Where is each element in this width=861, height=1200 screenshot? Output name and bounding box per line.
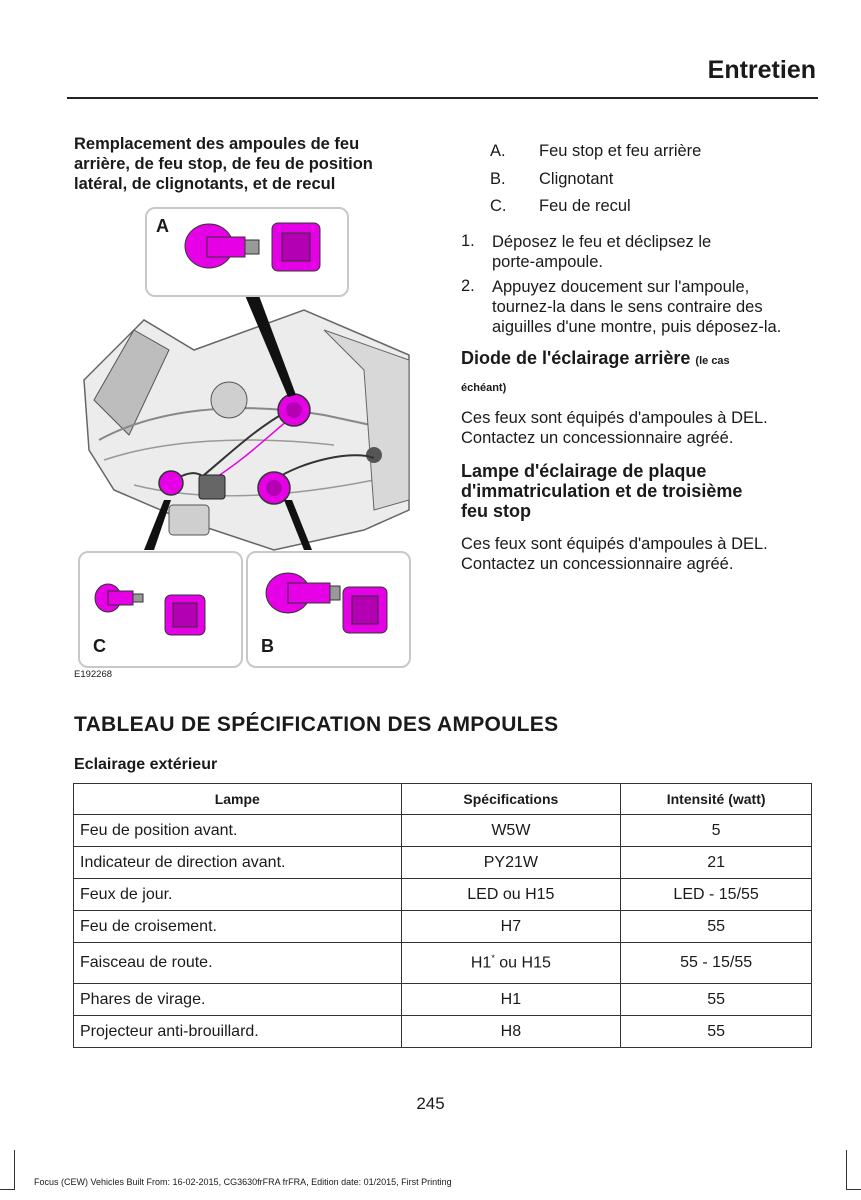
cell-lamp: Phares de virage. bbox=[74, 984, 402, 1016]
page-title: Entretien bbox=[707, 56, 816, 84]
paragraph-line: Contactez un concessionnaire agréé. bbox=[461, 429, 734, 447]
led-heading bbox=[461, 348, 806, 398]
table-row bbox=[74, 879, 812, 911]
led-paragraph bbox=[461, 408, 806, 448]
cell-spec: PY21W bbox=[401, 847, 621, 879]
figure-code: E192268 bbox=[74, 669, 113, 680]
socket-a bbox=[278, 394, 310, 426]
step-text bbox=[492, 232, 822, 272]
step-number: 1. bbox=[461, 232, 475, 250]
crop-mark bbox=[846, 1189, 861, 1190]
column-header-lamp: Lampe bbox=[74, 784, 402, 815]
column-header-spec: Spécifications bbox=[401, 784, 621, 815]
step-line: tournez-la dans le sens contraire des bbox=[492, 298, 763, 316]
plate-heading-line: Lampe d'éclairage de plaque bbox=[461, 461, 707, 481]
cell-spec: W5W bbox=[401, 815, 621, 847]
crop-mark bbox=[14, 1150, 15, 1190]
table-row bbox=[74, 815, 812, 847]
paragraph-line: Ces feux sont équipés d'ampoules à DEL. bbox=[461, 535, 768, 553]
step-number: 2. bbox=[461, 277, 475, 295]
section-heading-line: Remplacement des ampoules de feu bbox=[74, 135, 360, 153]
crop-mark bbox=[0, 1189, 15, 1190]
legend-text-a: Feu stop et feu arrière bbox=[539, 142, 702, 160]
table-row bbox=[74, 943, 812, 984]
table-subtitle: Eclairage extérieur bbox=[74, 756, 218, 773]
cell-lamp: Feu de croisement. bbox=[74, 911, 402, 943]
cell-spec: H1 bbox=[401, 984, 621, 1016]
figure-label-c: C bbox=[93, 636, 106, 656]
figure-label-b: B bbox=[261, 636, 274, 656]
cell-watt: 55 bbox=[621, 911, 812, 943]
table-row bbox=[74, 911, 812, 943]
plate-heading bbox=[461, 461, 806, 521]
tail-lamp-figure bbox=[74, 200, 419, 670]
cell-lamp: Indicateur de direction avant. bbox=[74, 847, 402, 879]
cell-watt: 55 bbox=[621, 1016, 812, 1048]
cell-lamp: Faisceau de route. bbox=[74, 943, 402, 984]
footer-text: Focus (CEW) Vehicles Built From: 16-02-2015, CG3630frFRA frFRA, Edition date: 01/2015, First Printing bbox=[34, 1177, 452, 1187]
figure-label-a: A bbox=[156, 216, 169, 236]
paragraph-line: Contactez un concessionnaire agréé. bbox=[461, 555, 734, 573]
cell-lamp: Feux de jour. bbox=[74, 879, 402, 911]
spec-tail: ou H15 bbox=[494, 954, 551, 972]
step-text bbox=[492, 277, 822, 337]
led-heading-main: Diode de l'éclairage arrière bbox=[461, 348, 691, 368]
cell-watt: 5 bbox=[621, 815, 812, 847]
plate-paragraph bbox=[461, 534, 806, 574]
plate-heading-line: feu stop bbox=[461, 501, 531, 521]
spec-main: H1 bbox=[470, 954, 492, 972]
step-line: Appuyez doucement sur l'ampoule, bbox=[492, 278, 750, 296]
connector bbox=[199, 475, 225, 499]
footnote-marker: * bbox=[491, 953, 495, 964]
legend-text-b: Clignotant bbox=[539, 170, 614, 188]
cell-spec bbox=[401, 943, 621, 984]
bulb-a-illustration bbox=[147, 209, 347, 295]
paragraph-line: Ces feux sont équipés d'ampoules à DEL. bbox=[461, 409, 768, 427]
bulb-spec-table bbox=[73, 783, 812, 1048]
header-divider bbox=[67, 97, 818, 99]
cell-lamp: Projecteur anti-brouillard. bbox=[74, 1016, 402, 1048]
legend-letter-c: C. bbox=[490, 197, 507, 215]
table-title: TABLEAU DE SPÉCIFICATION DES AMPOULES bbox=[74, 713, 559, 736]
step-line: porte-ampoule. bbox=[492, 253, 603, 271]
step-line: aiguilles d'une montre, puis déposez-la. bbox=[492, 318, 782, 336]
section-heading-line: latéral, de clignotants, et de recul bbox=[74, 175, 336, 193]
page-number: 245 bbox=[416, 1094, 445, 1113]
cell-spec: LED ou H15 bbox=[401, 879, 621, 911]
led-heading-note-2: échéant) bbox=[461, 382, 507, 394]
section-heading-line: arrière, de feu stop, de feu de position bbox=[74, 155, 373, 173]
cell-watt: 55 bbox=[621, 984, 812, 1016]
crop-mark bbox=[846, 1150, 847, 1190]
cell-watt: 55 - 15/55 bbox=[621, 943, 812, 984]
socket-c bbox=[159, 471, 183, 495]
socket-b bbox=[258, 472, 290, 504]
column-header-watt: Intensité (watt) bbox=[621, 784, 812, 815]
step-line: Déposez le feu et déclipsez le bbox=[492, 233, 712, 251]
plate-heading-line: d'immatriculation et de troisième bbox=[461, 481, 743, 501]
lamp-housing bbox=[84, 310, 409, 550]
cell-lamp: Feu de position avant. bbox=[74, 815, 402, 847]
led-heading-note: (le cas bbox=[695, 355, 730, 367]
cell-spec: H7 bbox=[401, 911, 621, 943]
table-row bbox=[74, 1016, 812, 1048]
detail-box-a bbox=[145, 207, 349, 297]
section-heading bbox=[74, 134, 434, 194]
table-header-row bbox=[74, 784, 812, 815]
legend-letter-b: B. bbox=[490, 170, 506, 188]
cell-watt: LED - 15/55 bbox=[621, 879, 812, 911]
cell-watt: 21 bbox=[621, 847, 812, 879]
legend-letter-a: A. bbox=[490, 142, 506, 160]
table-row bbox=[74, 847, 812, 879]
legend-text-c: Feu de recul bbox=[539, 197, 631, 215]
table-row bbox=[74, 984, 812, 1016]
cell-spec: H8 bbox=[401, 1016, 621, 1048]
